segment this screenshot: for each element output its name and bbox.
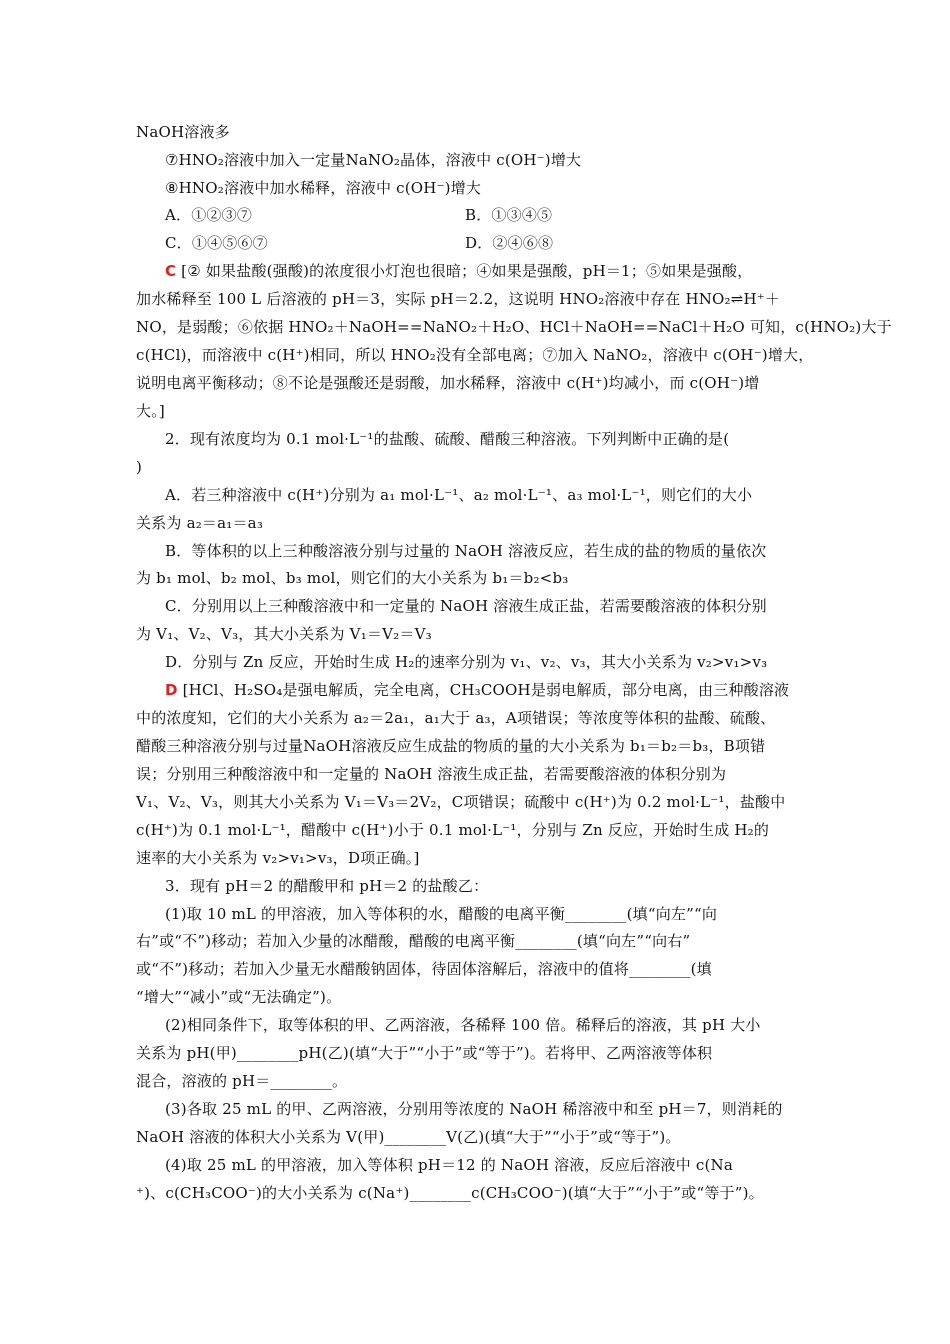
explanation-line: 中的浓度知，它们的大小关系为 a₂＝2a₁，a₁大于 a₃，A项错误；等浓度等体积的盐酸、硫酸、 bbox=[136, 709, 776, 727]
explanation-text: [② 如果盐酸(强酸)的浓度很小灯泡也很暗；④如果是强酸，pH＝1；⑤如果是强酸， bbox=[176, 262, 753, 280]
text-line: NaOH溶液多 bbox=[136, 123, 230, 141]
explanation-line bbox=[165, 260, 845, 282]
question-3-part-2: (2)相同条件下，取等体积的甲、乙两溶液，各稀释 100 倍。稀释后的溶液，其 pH 大小 bbox=[165, 1016, 761, 1034]
explanation-line: NO，是弱酸；⑥依据 HNO₂＋NaOH==NaNO₂＋H₂O、HCl＋NaOH==NaCl＋H₂O 可知，c(HNO₂)大于 bbox=[136, 318, 892, 336]
answer-label: D bbox=[165, 681, 178, 699]
option-a: A．①②③⑦ bbox=[165, 206, 253, 224]
question-3-part-1: 右”或“不”)移动；若加入少量的冰醋酸，醋酸的电离平衡________(填“向左”“向右” bbox=[136, 932, 691, 950]
question-3-part-1: 或“不”)移动；若加入少量无水醋酸钠固体，待固体溶解后，溶液中的值将________(填 bbox=[136, 960, 712, 978]
explanation-line: V₁、V₂、V₃，则其大小关系为 V₁＝V₃＝2V₂，C项错误；硫酸中 c(H⁺)为 0.2 mol·L⁻¹，盐酸中 bbox=[136, 793, 786, 811]
question-3-part-2: 关系为 pH(甲)________pH(乙)(填“大于”“小于”或“等于”)。若将甲、乙两溶液等体积 bbox=[136, 1044, 713, 1062]
explanation-line: 大。] bbox=[136, 402, 165, 420]
option-d: D．②④⑥⑧ bbox=[465, 234, 554, 252]
option-b: B．①③④⑤ bbox=[465, 206, 553, 224]
option-c: C．①④⑤⑥⑦ bbox=[165, 234, 268, 252]
option-c: 为 V₁、V₂、V₃，其大小关系为 V₁＝V₂＝V₃ bbox=[136, 625, 432, 643]
statement-7: ⑦HNO₂溶液中加入一定量NaNO₂晶体，溶液中 c(OH⁻)增大 bbox=[165, 151, 582, 169]
explanation-line: c(HCl)，而溶液中 c(H⁺)相同，所以 HNO₂没有全部电离；⑦加入 NaNO₂，溶液中 c(OH⁻)增大， bbox=[136, 346, 814, 364]
question-2-stem: ) bbox=[136, 458, 143, 476]
question-2-stem: 2．现有浓度均为 0.1 mol·L⁻¹的盐酸、硫酸、醋酸三种溶液。下列判断中正确的是( bbox=[165, 430, 730, 448]
explanation-line: 速率的大小关系为 v₂>v₁>v₃，D项正确。] bbox=[136, 849, 420, 867]
option-b: B．等体积的以上三种酸溶液分别与过量的 NaOH 溶液反应，若生成的盐的物质的量依次 bbox=[165, 542, 767, 560]
question-3-part-4: (4)取 25 mL 的甲溶液，加入等体积 pH＝12 的 NaOH 溶液，反应后溶液中 c(Na bbox=[165, 1156, 734, 1174]
question-3-part-3: (3)各取 25 mL 的甲、乙两溶液，分别用等浓度的 NaOH 稀溶液中和至 pH＝7，则消耗的 bbox=[165, 1100, 783, 1118]
question-3-part-1: “增大”“减小”或“无法确定”)。 bbox=[136, 988, 342, 1006]
question-3-stem: 3．现有 pH＝2 的醋酸甲和 pH＝2 的盐酸乙： bbox=[165, 877, 489, 895]
explanation-line: c(H⁺)为 0.1 mol·L⁻¹，醋酸中 c(H⁺)小于 0.1 mol·L⁻¹，分别与 Zn 反应，开始时生成 H₂的 bbox=[136, 821, 770, 839]
explanation-line: 误；分别用三种酸溶液中和一定量的 NaOH 溶液生成正盐，若需要酸溶液的体积分别为 bbox=[136, 765, 727, 783]
explanation-line: 加水稀释至 100 L 后溶液的 pH＝3，实际 pH＝2.2，这说明 HNO₂溶液中存在 HNO₂⇌H⁺＋ bbox=[136, 290, 781, 308]
statement-8: ⑧HNO₂溶液中加水稀释，溶液中 c(OH⁻)增大 bbox=[165, 179, 482, 197]
question-3-part-4: ⁺)、c(CH₃COO⁻)的大小关系为 c(Na⁺)________c(CH₃COO⁻)(填“大于”“小于”或“等于”)。 bbox=[136, 1184, 764, 1202]
question-3-part-1: (1)取 10 mL 的甲溶液，加入等体积的水，醋酸的电离平衡________(填“向左”“向 bbox=[165, 905, 718, 923]
question-3-part-3: NaOH 溶液的体积大小关系为 V(甲)________V(乙)(填“大于”“小于”或“等于”)。 bbox=[136, 1128, 681, 1146]
option-c: C．分别用以上三种酸溶液中和一定量的 NaOH 溶液生成正盐，若需要酸溶液的体积分别 bbox=[165, 597, 767, 615]
explanation-line: 醋酸三种溶液分别与过量NaOH溶液反应生成盐的物质的量的大小关系为 b₁＝b₂＝b₃，B项错 bbox=[136, 737, 766, 755]
option-a: A．若三种溶液中 c(H⁺)分别为 a₁ mol·L⁻¹、a₂ mol·L⁻¹、a₃ mol·L⁻¹，则它们的大小 bbox=[165, 486, 753, 504]
answer-label: C bbox=[165, 262, 177, 280]
question-3-part-2: 混合，溶液的 pH＝________。 bbox=[136, 1072, 348, 1090]
explanation-line bbox=[165, 679, 845, 701]
option-b: 为 b₁ mol、b₂ mol、b₃ mol，则它们的大小关系为 b₁＝b₂<b₃ bbox=[136, 569, 569, 587]
explanation-text: [HCl、H₂SO₄是强电解质，完全电离，CH₃COOH是弱电解质，部分电离，由三种酸溶液 bbox=[177, 681, 790, 699]
option-d: D．分别与 Zn 反应，开始时生成 H₂的速率分别为 v₁、v₂、v₃，其大小关系为 v₂>v₁>v₃ bbox=[165, 653, 768, 671]
explanation-line: 说明电离平衡移动；⑧不论是强酸还是弱酸，加水稀释，溶液中 c(H⁺)均减小，而 c(OH⁻)增 bbox=[136, 374, 760, 392]
option-a: 关系为 a₂＝a₁＝a₃ bbox=[136, 514, 264, 532]
